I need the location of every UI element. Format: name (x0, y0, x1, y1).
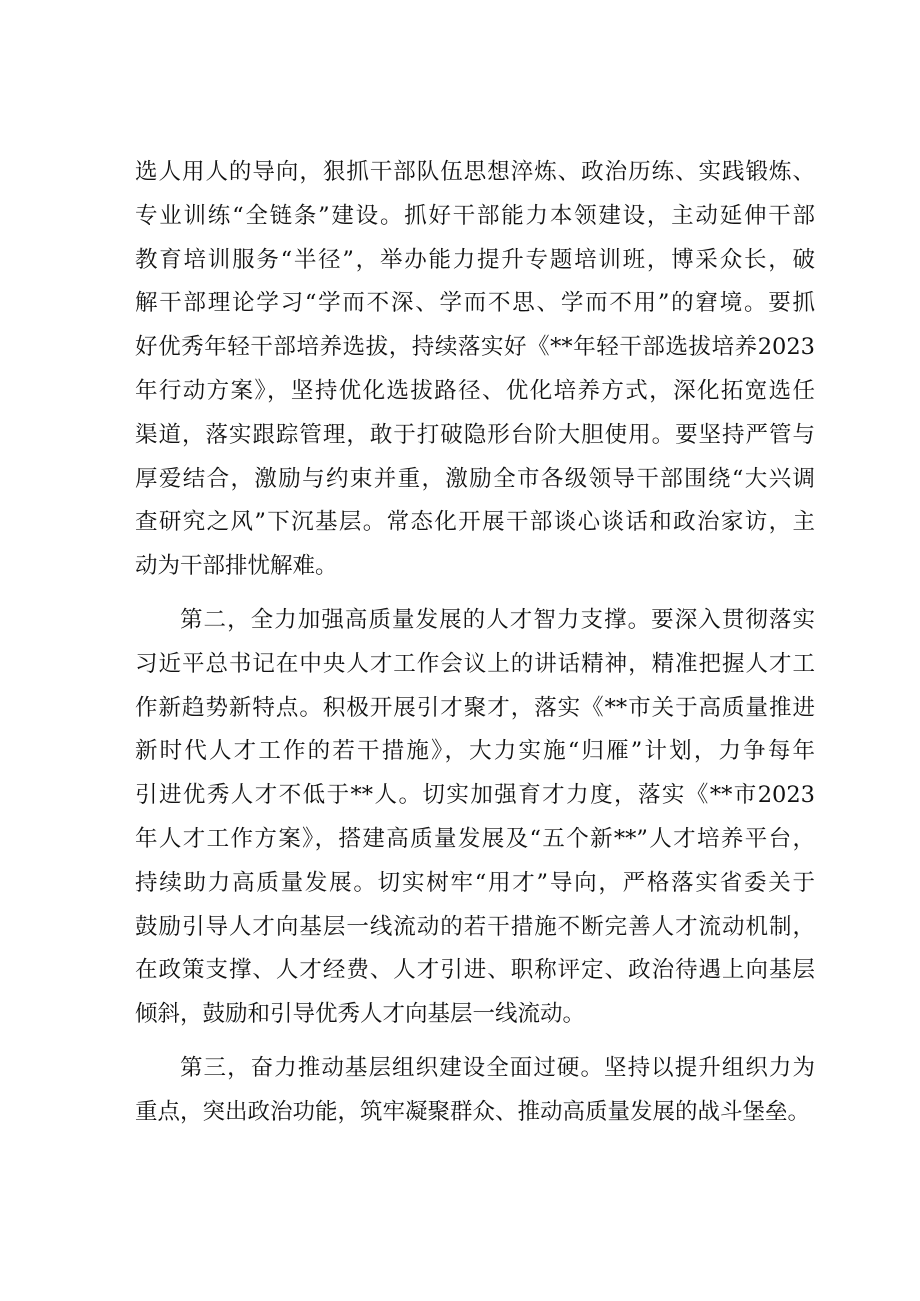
text-line: 第二，全力加强高质量发展的人才智力支撑。要深入贯彻落实 (180, 606, 815, 633)
document-body (135, 151, 815, 1135)
text-line: 在政策支撑、人才经费、人才引进、职称评定、政治待遇上向基层 (135, 957, 815, 984)
text-line: 渠道，落实跟踪管理，敢于打破隐形台阶大胆使用。要坚持严管与 (135, 421, 815, 448)
text-line: 教育培训服务“半径”，举办能力提升专题培训班，博采众长，破 (135, 246, 815, 273)
text-line: 年人才工作方案》，搭建高质量发展及“五个新**”人才培养平台， (135, 825, 815, 852)
text-line: 新时代人才工作的若干措施》，大力实施“归雁”计划，力争每年 (135, 738, 815, 765)
paragraph-cadre-training (135, 151, 815, 589)
text-line: 鼓励引导人才向基层一线流动的若干措施不断完善人才流动机制， (135, 913, 815, 940)
paragraph-spacing (135, 589, 815, 599)
paragraph-spacing (135, 1037, 815, 1047)
text-line: 好优秀年轻干部培养选拔，持续落实好《**年轻干部选拔培养2023 (135, 334, 815, 361)
text-line: 习近平总书记在中央人才工作会议上的讲话精神，精准把握人才工 (135, 650, 815, 677)
text-line: 重点，突出政治功能，筑牢凝聚群众、推动高质量发展的战斗堡垒。 (135, 1098, 811, 1125)
text-line: 动为干部排忧解难。 (135, 553, 338, 580)
text-line: 查研究之风”下沉基层。常态化开展干部谈心谈话和政治家访，主 (135, 509, 815, 536)
paragraph-grassroots-organization (135, 1047, 815, 1135)
text-line: 专业训练“全链条”建设。抓好干部能力本领建设，主动延伸干部 (135, 202, 815, 229)
text-line: 年行动方案》，坚持优化选拔路径、优化培养方式，深化拓宽选任 (135, 377, 815, 404)
text-line: 解干部理论学习“学而不深、学而不思、学而不用”的窘境。要抓 (135, 290, 815, 317)
text-line: 作新趋势新特点。积极开展引才聚才，落实《**市关于高质量推进 (135, 694, 815, 721)
text-line: 选人用人的导向，狠抓干部队伍思想淬炼、政治历练、实践锻炼、 (135, 159, 815, 185)
text-line: 引进优秀人才不低于**人。切实加强育才力度，落实《**市2023 (135, 782, 815, 809)
text-line: 厚爱结合，激励与约束并重，激励全市各级领导干部围绕“大兴调 (135, 465, 815, 492)
text-line: 倾斜，鼓励和引导优秀人才向基层一线流动。 (135, 1001, 586, 1028)
text-line: 第三，奋力推动基层组织建设全面过硬。坚持以提升组织力为 (180, 1054, 815, 1081)
text-line: 持续助力高质量发展。切实树牢“用才”导向，严格落实省委关于 (135, 869, 815, 896)
paragraph-talent-support (135, 599, 815, 1037)
